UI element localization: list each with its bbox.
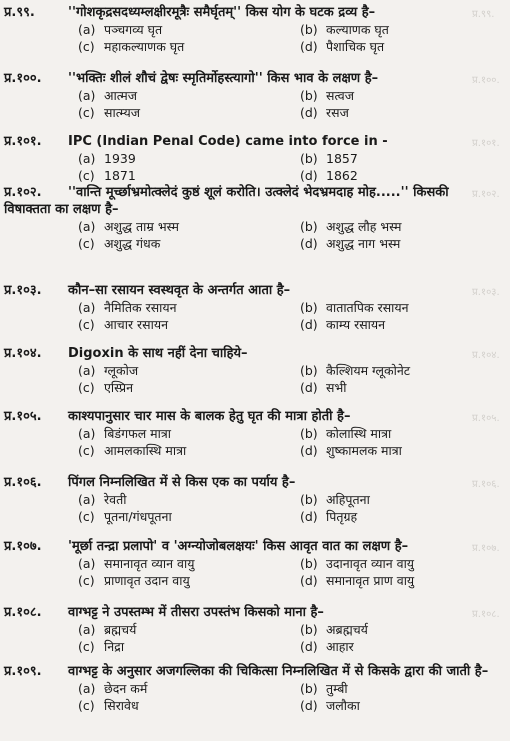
option-text: वातातपिक रसायन xyxy=(326,300,409,315)
option-item xyxy=(300,621,510,638)
option-label: (a) xyxy=(78,22,96,37)
option-text: पैशाचिक घृत xyxy=(326,39,385,54)
option-text: ग्लूकोज xyxy=(104,363,139,378)
option-grid xyxy=(78,150,504,184)
option-item xyxy=(300,316,510,333)
option-text: कल्याणक घृत xyxy=(326,22,389,37)
question-number: प्र.१०१. xyxy=(4,134,42,149)
option-item xyxy=(300,508,510,525)
option-item xyxy=(78,299,300,316)
option-item xyxy=(78,555,300,572)
option-label: (a) xyxy=(78,151,96,166)
question-item xyxy=(4,282,504,333)
option-text: ब्रह्मचर्य xyxy=(104,622,137,637)
option-item xyxy=(300,87,510,104)
option-label: (b) xyxy=(300,426,318,441)
option-label: (d) xyxy=(300,317,318,332)
option-label: (b) xyxy=(300,622,318,637)
option-text: अशुद्ध गंधक xyxy=(104,236,161,251)
option-label: (a) xyxy=(78,300,96,315)
option-text: अशुद्ध लौह भस्म xyxy=(326,219,402,234)
option-label: (d) xyxy=(300,236,318,251)
option-text: महाकल्याणक घृत xyxy=(104,39,185,54)
question-text: Digoxin के साथ नहीं देना चाहिये– xyxy=(68,346,248,361)
option-label: (c) xyxy=(78,317,95,332)
ghost-number: प्र.१०३. xyxy=(472,287,500,298)
option-item xyxy=(78,218,300,235)
option-label: (a) xyxy=(78,426,96,441)
option-text: आत्मज xyxy=(104,88,138,103)
option-item xyxy=(300,572,510,589)
option-grid xyxy=(78,299,504,333)
option-text: काम्य रसायन xyxy=(326,317,386,332)
option-label: (c) xyxy=(78,380,95,395)
option-text: 1939 xyxy=(104,151,136,166)
question-number: प्र.१०२. xyxy=(4,185,42,200)
option-label: (d) xyxy=(300,105,318,120)
question-item xyxy=(4,70,504,121)
option-text: निद्रा xyxy=(104,639,125,654)
ghost-number: प्र.१०६. xyxy=(472,479,500,490)
option-label: (c) xyxy=(78,105,95,120)
option-item xyxy=(300,697,510,714)
question-number: प्र.१०९. xyxy=(4,664,42,679)
question-number: प्र.९९. xyxy=(4,5,35,20)
option-label: (c) xyxy=(78,573,95,588)
option-item xyxy=(300,362,510,379)
option-item xyxy=(78,442,300,459)
option-item xyxy=(78,38,300,55)
option-label: (c) xyxy=(78,509,95,524)
option-label: (c) xyxy=(78,698,95,713)
question-item xyxy=(4,133,504,184)
option-label: (c) xyxy=(78,639,95,654)
option-item xyxy=(78,379,300,396)
option-label: (d) xyxy=(300,39,318,54)
option-text: आहार xyxy=(326,639,354,654)
option-text: तुम्बी xyxy=(326,681,348,696)
question-text: ''गोशकृद्रसदध्यम्लक्षीरमूत्रैः समैर्घृतम्'' किस योग के घटक द्रव्य है– xyxy=(68,5,376,20)
option-grid xyxy=(78,621,504,655)
option-label: (a) xyxy=(78,622,96,637)
option-text: एस्प्रिन xyxy=(104,380,134,395)
option-text: नैमितिक रसायन xyxy=(104,300,177,315)
option-grid xyxy=(78,87,504,121)
option-item xyxy=(300,491,510,508)
option-item xyxy=(300,235,510,252)
question-text-continued: विषाक्तता का लक्षण है– xyxy=(4,202,119,217)
option-label: (b) xyxy=(300,22,318,37)
option-text: आचार रसायन xyxy=(104,317,169,332)
option-text: रसज xyxy=(326,105,349,120)
option-text: अब्रह्मचर्य xyxy=(326,622,368,637)
option-label: (b) xyxy=(300,88,318,103)
option-label: (d) xyxy=(300,168,318,183)
option-text: अहिपूतना xyxy=(326,492,370,507)
question-text: कौन–सा रसायन स्वस्थवृत के अन्तर्गत आता है– xyxy=(68,283,291,298)
question-item xyxy=(4,604,504,655)
option-item xyxy=(78,235,300,252)
option-item xyxy=(78,697,300,714)
option-text: सिरावेध xyxy=(104,698,139,713)
ghost-number: प्र.१०१. xyxy=(472,138,500,149)
question-item xyxy=(4,663,504,714)
option-grid xyxy=(78,555,504,589)
option-label: (b) xyxy=(300,681,318,696)
option-item xyxy=(78,150,300,167)
option-text: 1871 xyxy=(104,168,136,183)
option-text: पञ्चगव्य घृत xyxy=(104,22,163,37)
option-text: कैल्शियम ग्लूकोनेट xyxy=(326,363,411,378)
ghost-number: प्र.१०८. xyxy=(472,609,500,620)
option-item xyxy=(78,425,300,442)
option-label: (b) xyxy=(300,151,318,166)
option-grid xyxy=(78,21,504,55)
question-number: प्र.१००. xyxy=(4,71,42,86)
ghost-number: प्र.१०२. xyxy=(472,189,500,200)
option-text: सभी xyxy=(326,380,347,395)
option-text: रेवती xyxy=(104,492,127,507)
option-item xyxy=(78,508,300,525)
option-text: 1862 xyxy=(326,168,358,183)
option-text: आमलकास्थि मात्रा xyxy=(104,443,187,458)
question-item xyxy=(4,408,504,459)
option-text: अशुद्ध ताम्र भस्म xyxy=(104,219,179,234)
option-item xyxy=(78,572,300,589)
option-text: सत्वज xyxy=(326,88,354,103)
option-grid xyxy=(78,362,504,396)
option-label: (c) xyxy=(78,168,95,183)
option-item xyxy=(300,299,510,316)
option-item xyxy=(300,218,510,235)
option-label: (a) xyxy=(78,681,96,696)
option-label: (b) xyxy=(300,556,318,571)
option-text: जलौका xyxy=(326,698,360,713)
option-label: (c) xyxy=(78,39,95,54)
option-item xyxy=(300,680,510,697)
option-text: कोलास्थि मात्रा xyxy=(326,426,392,441)
option-label: (d) xyxy=(300,509,318,524)
option-label: (b) xyxy=(300,300,318,315)
option-item xyxy=(300,425,510,442)
question-text: वाग्भट्ट ने उपस्तम्भ में तीसरा उपस्तंभ किसको माना है– xyxy=(68,605,324,620)
option-label: (d) xyxy=(300,380,318,395)
option-item xyxy=(78,87,300,104)
option-label: (b) xyxy=(300,363,318,378)
ghost-number: प्र.१०७. xyxy=(472,543,500,554)
question-text: काश्यपानुसार चार मास के बालक हेतु घृत की मात्रा होती है– xyxy=(68,409,351,424)
option-text: समानावृत प्राण वायु xyxy=(326,573,415,588)
option-label: (b) xyxy=(300,492,318,507)
question-number: प्र.१०३. xyxy=(4,283,42,298)
option-item xyxy=(78,491,300,508)
ghost-number: प्र.९९. xyxy=(472,9,495,20)
option-text: शुष्कामलक मात्रा xyxy=(326,443,402,458)
option-item xyxy=(78,362,300,379)
option-text: सात्म्यज xyxy=(104,105,141,120)
question-text: 'मूर्छा तन्द्रा प्रलापो' व 'अग्न्योजोबलक्षयः' किस आवृत वात का लक्षण है– xyxy=(68,539,409,554)
option-item xyxy=(300,21,510,38)
option-item xyxy=(78,21,300,38)
option-item xyxy=(78,638,300,655)
option-label: (d) xyxy=(300,698,318,713)
option-label: (b) xyxy=(300,219,318,234)
option-label: (a) xyxy=(78,556,96,571)
question-text: पिंगल निम्नलिखित में से किस एक का पर्याय है– xyxy=(68,475,296,490)
option-item xyxy=(300,379,510,396)
question-text: IPC (Indian Penal Code) came into force in - xyxy=(68,134,388,149)
question-item xyxy=(4,184,504,252)
option-label: (a) xyxy=(78,219,96,234)
question-item xyxy=(4,538,504,589)
option-item xyxy=(300,442,510,459)
question-item xyxy=(4,4,504,55)
option-text: अशुद्ध नाग भस्म xyxy=(326,236,401,251)
option-label: (d) xyxy=(300,443,318,458)
option-text: छेदन कर्म xyxy=(104,681,148,696)
question-number: प्र.१०७. xyxy=(4,539,42,554)
option-text: बिडंगफल मात्रा xyxy=(104,426,172,441)
option-label: (c) xyxy=(78,443,95,458)
question-item xyxy=(4,345,504,396)
option-text: पूतना/गंधपूतना xyxy=(104,509,172,524)
question-text: ''वान्ति मूर्च्छाभ्रमोत्क्लेदं कुष्ठं शूलं करोति। उत्क्लेदं भेदभ्रमदाह मोह.....'' किसकी xyxy=(68,185,449,200)
option-text: प्राणावृत उदान वायु xyxy=(104,573,190,588)
question-text: वाग्भट्ट के अनुसार अजगल्लिका की चिकित्सा निम्नलिखित में से किसके द्वारा की जाती है– xyxy=(68,664,489,679)
option-item xyxy=(78,316,300,333)
option-label: (a) xyxy=(78,492,96,507)
option-label: (d) xyxy=(300,639,318,654)
question-item xyxy=(4,474,504,525)
option-grid xyxy=(78,218,504,252)
ghost-number: प्र.१०४. xyxy=(472,350,500,361)
option-text: उदानावृत व्यान वायु xyxy=(326,556,415,571)
option-text: समानावृत व्यान वायु xyxy=(104,556,195,571)
option-item xyxy=(78,680,300,697)
option-label: (a) xyxy=(78,363,96,378)
option-item xyxy=(78,621,300,638)
ghost-number: प्र.१००. xyxy=(472,75,500,86)
question-text: ''भक्तिः शीलं शौचं द्वेषः स्मृतिर्मोहस्त्यागो'' किस भाव के लक्षण है– xyxy=(68,71,379,86)
option-item xyxy=(300,638,510,655)
option-label: (d) xyxy=(300,573,318,588)
question-number: प्र.१०६. xyxy=(4,475,42,490)
option-item xyxy=(300,555,510,572)
option-grid xyxy=(78,425,504,459)
option-text: पितृग्रह xyxy=(326,509,358,524)
question-number: प्र.१०४. xyxy=(4,346,42,361)
option-item xyxy=(78,167,300,184)
option-item xyxy=(78,104,300,121)
option-grid xyxy=(78,680,504,714)
option-item xyxy=(300,150,510,167)
option-item xyxy=(300,104,510,121)
option-label: (a) xyxy=(78,88,96,103)
option-item xyxy=(300,38,510,55)
option-text: 1857 xyxy=(326,151,358,166)
option-item xyxy=(300,167,510,184)
question-number: प्र.१०८. xyxy=(4,605,42,620)
ghost-number: प्र.१०५. xyxy=(472,413,500,424)
option-label: (c) xyxy=(78,236,95,251)
option-grid xyxy=(78,491,504,525)
question-number: प्र.१०५. xyxy=(4,409,42,424)
